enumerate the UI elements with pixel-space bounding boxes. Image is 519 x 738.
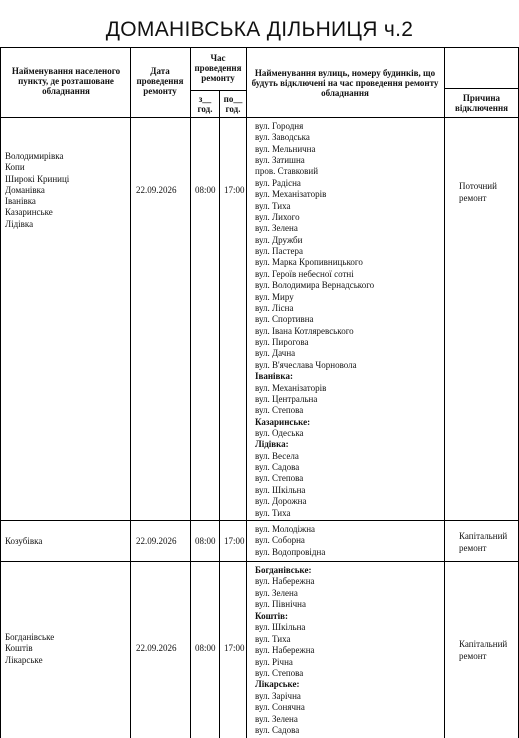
header-reason: Причина відключення — [455, 93, 508, 113]
street-item: вул. Пирогова — [255, 337, 309, 348]
row3-from: 08:00 — [195, 643, 216, 653]
street-item: вул. Миру — [255, 291, 294, 302]
street-item: пров. Ставковий — [255, 166, 319, 177]
header-streets: Найменування вулиць, номеру будинків, що будуть відключені на час проведення ремонту обладнання — [251, 68, 439, 98]
header-to: по__ год. — [223, 94, 243, 114]
row3-settlements: Богданівське Коштів Лікарське — [5, 632, 55, 665]
street-item: вул. Північна — [255, 599, 306, 610]
street-item: вул. Тиха — [255, 633, 291, 644]
street-item: вул. Мельнична — [255, 143, 316, 154]
settlement-subheading: Іванівка: — [255, 371, 293, 382]
street-item: вул. Центральна — [255, 393, 318, 404]
row2-to: 17:00 — [224, 536, 245, 546]
street-item: вул. Городня — [255, 121, 304, 131]
street-item: вул. Тиха — [255, 507, 291, 518]
street-item: вул. Молодіжна — [255, 524, 316, 534]
row3-reason: Капітальний ремонт — [459, 639, 508, 661]
header-time-group: Час проведення ремонту — [194, 53, 242, 83]
street-item: вул. Садова — [255, 462, 300, 473]
street-item: вул. Шкільна — [255, 622, 306, 633]
street-item: вул. Зарічна — [255, 690, 301, 701]
row2-date: 22.09.2026 — [136, 536, 177, 546]
street-item: вул. Степова — [255, 473, 304, 484]
street-item: вул. Лісна — [255, 302, 294, 313]
street-item: вул. Садова — [255, 725, 300, 736]
settlement-subheading: Лікарське: — [255, 679, 300, 690]
settlement-subheading: Казаринське: — [255, 416, 311, 427]
row1-reason: Поточний ремонт — [459, 181, 497, 203]
row2-settlements: Козубівка — [5, 536, 43, 546]
street-item: вул. Володимира Вернадського — [255, 280, 375, 291]
settlement-subheading: Лідівка: — [255, 439, 289, 450]
street-item: вул. Зелена — [255, 223, 298, 234]
row1-from: 08:00 — [195, 185, 216, 195]
header-date: Дата проведення ремонту — [136, 66, 184, 96]
street-item: вул. Сонячна — [255, 702, 305, 713]
street-item: вул. Степова — [255, 667, 304, 678]
street-item: вул. Річна — [255, 656, 293, 667]
street-item: вул. В'ячеслава Чорновола — [255, 359, 357, 370]
street-item: вул. Спортивна — [255, 314, 314, 325]
street-item: вул. Дачна — [255, 348, 296, 359]
street-item: вул. Одеська — [255, 427, 304, 438]
row1-to: 17:00 — [224, 185, 245, 195]
settlement-subheading: Коштів: — [255, 610, 288, 621]
settlement-subheading: Богданівське: — [255, 565, 312, 575]
street-item: вул. Івана Котляревського — [255, 325, 354, 336]
street-item: вул. Тиха — [255, 200, 291, 211]
street-item: вул. Шкільна — [255, 484, 306, 495]
street-item: вул. Зелена — [255, 587, 298, 598]
street-item: вул. Лихого — [255, 211, 300, 222]
street-item: вул. Зелена — [255, 713, 298, 724]
street-item: вул. Набережна — [255, 645, 315, 656]
row2-from: 08:00 — [195, 536, 216, 546]
street-item: вул. Радісна — [255, 177, 301, 188]
row3-to: 17:00 — [224, 643, 245, 653]
street-item: вул. Соборна — [255, 535, 305, 546]
street-item: вул. Весела — [255, 450, 299, 461]
street-item: вул. Затишна — [255, 155, 305, 166]
street-item: вул. Марка Кропивницького — [255, 257, 363, 268]
street-item: вул. Пастера — [255, 246, 303, 257]
row1-settlements: Володимирівка Копи Широкі Криниці Доманівка Іванівка Казаринське Лідівка — [5, 151, 70, 229]
street-item: вул. Дорожна — [255, 496, 307, 507]
header-settlement: Найменування населеного пункту, де розташоване обладнання — [11, 66, 121, 96]
row1-date: 22.09.2026 — [136, 185, 177, 195]
street-item: вул. Набережна — [255, 576, 315, 587]
row3-date: 22.09.2026 — [136, 643, 177, 653]
street-item: вул. Механізаторів — [255, 382, 327, 393]
page-title: ДОМАНІВСЬКА ДІЛЬНИЦЯ ч.2 — [105, 18, 414, 41]
street-item: вул. Заводська — [255, 132, 310, 143]
street-item: вул. Механізаторів — [255, 189, 327, 200]
street-item: вул. Водопровідна — [255, 546, 326, 557]
header-from: з__ год. — [197, 94, 213, 114]
row2-reason: Капітальний ремонт — [459, 531, 508, 553]
street-item: вул. Героїв небесної сотні — [255, 268, 354, 279]
street-item: вул. Дружби — [255, 234, 303, 245]
street-item: вул. Степова — [255, 405, 304, 416]
